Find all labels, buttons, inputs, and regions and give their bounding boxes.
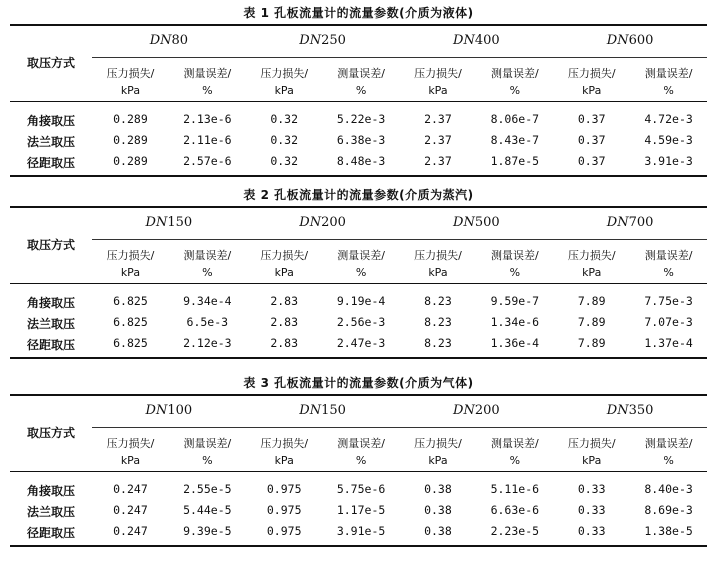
- sub-header-unit: kPa: [274, 266, 294, 279]
- table-cell: 7.07e-3: [644, 315, 693, 329]
- table-cell: 7.89: [577, 336, 606, 350]
- dn-prefix: DN: [606, 33, 629, 48]
- sub-header-title: 测量误差/: [644, 249, 693, 262]
- table-cell: 3.91e-3: [644, 154, 693, 168]
- sub-header-unit: %: [355, 454, 367, 467]
- dn-value: 200: [474, 403, 500, 418]
- data-table: [10, 374, 707, 554]
- dn-value: 80: [171, 33, 189, 48]
- sub-header-unit: %: [663, 266, 674, 279]
- table-cell: 0.975: [266, 482, 302, 496]
- sub-header-title: 测量误差/: [183, 67, 232, 80]
- table-cell: 0.38: [424, 503, 452, 517]
- top-rule: [10, 24, 707, 26]
- table-cell: 2.13e-6: [183, 112, 232, 126]
- table-cell: 0.33: [577, 524, 606, 538]
- table-cell: 8.43e-7: [490, 133, 540, 147]
- sub-header-title: 测量误差/: [490, 437, 539, 450]
- dn-prefix: DN: [145, 215, 168, 230]
- table-cell: 1.36e-4: [490, 336, 540, 350]
- table-cell: 6.5e-3: [186, 315, 229, 329]
- diameter-header: [246, 215, 400, 230]
- dn-value: 150: [321, 403, 346, 418]
- row-method-label: 法兰取压: [26, 317, 75, 331]
- row-method-label: 角接取压: [26, 296, 75, 310]
- table-cell: 1.37e-4: [644, 336, 693, 350]
- sub-header-title: 压力损失/: [106, 67, 155, 80]
- table-cell: 6.825: [113, 336, 148, 350]
- table-cell: 1.34e-6: [490, 315, 540, 329]
- diameter-header: [553, 33, 707, 48]
- table-cell: 0.32: [270, 133, 299, 147]
- sub-header-title: 压力损失/: [414, 437, 462, 450]
- measurement-error-header: [323, 435, 400, 469]
- pressure-loss-header: [400, 65, 477, 99]
- bottom-rule: [10, 545, 707, 547]
- measurement-error-header: [630, 435, 707, 469]
- table-cell: 9.34e-4: [183, 294, 232, 308]
- diameter-header: [92, 403, 246, 418]
- header-rule: [10, 101, 707, 102]
- table-cell: 0.975: [266, 503, 302, 517]
- bottom-rule: [10, 175, 707, 177]
- table-cell: 0.247: [113, 503, 148, 517]
- table-cell: 2.83: [270, 336, 299, 350]
- data-table: [10, 186, 707, 366]
- column-group-rule: [92, 57, 707, 58]
- sub-header-title: 压力损失/: [106, 437, 155, 450]
- sub-header-unit: kPa: [120, 266, 141, 279]
- sub-header-title: 压力损失/: [567, 249, 616, 262]
- table-cell: 8.40e-3: [644, 482, 693, 496]
- diameter-header: [553, 403, 707, 418]
- pressure-loss-header: [553, 435, 630, 469]
- table-cell: 0.289: [113, 154, 148, 168]
- pressure-loss-header: [400, 435, 477, 469]
- row-method-label: 法兰取压: [26, 505, 75, 519]
- dn-prefix: DN: [299, 33, 322, 48]
- dn-prefix: DN: [299, 403, 322, 418]
- table-cell: 7.89: [577, 315, 606, 329]
- measurement-error-header: [630, 247, 707, 281]
- pressure-loss-header: [246, 247, 323, 281]
- sub-header-title: 压力损失/: [106, 249, 155, 262]
- dn-value: 500: [474, 215, 500, 230]
- sub-header-title: 测量误差/: [337, 249, 385, 262]
- method-column-header: 取压方式: [26, 426, 75, 440]
- table-cell: 4.59e-3: [644, 133, 693, 147]
- diameter-header: [400, 403, 554, 418]
- sub-header-unit: %: [663, 84, 674, 97]
- row-method-label: 径距取压: [26, 156, 75, 170]
- table-cell: 8.69e-3: [644, 503, 693, 517]
- row-method-label: 径距取压: [26, 526, 75, 540]
- sub-header-title: 压力损失/: [567, 437, 616, 450]
- dn-prefix: DN: [299, 215, 322, 230]
- table-cell: 6.825: [113, 315, 148, 329]
- table-cell: 8.23: [424, 315, 452, 329]
- measurement-error-header: [476, 65, 553, 99]
- method-column-header: 取压方式: [26, 238, 75, 252]
- table-cell: 2.56e-3: [336, 315, 386, 329]
- table-cell: 7.75e-3: [644, 294, 693, 308]
- pressure-loss-header: [92, 65, 169, 99]
- table-cell: 2.55e-5: [183, 482, 232, 496]
- dn-value: 700: [628, 215, 654, 230]
- table-cell: 8.23: [424, 336, 452, 350]
- table-cell: 2.37: [424, 154, 452, 168]
- measurement-error-header: [476, 247, 553, 281]
- table-cell: 2.83: [270, 315, 299, 329]
- row-method-label: 角接取压: [26, 114, 75, 128]
- sub-header-title: 压力损失/: [260, 249, 309, 262]
- table-cell: 5.75e-6: [336, 482, 386, 496]
- measurement-error-header: [476, 435, 553, 469]
- table-cell: 2.23e-5: [490, 524, 540, 538]
- table-cell: 9.19e-4: [336, 294, 386, 308]
- sub-header-unit: kPa: [428, 266, 448, 279]
- table-cell: 2.11e-6: [183, 133, 232, 147]
- dn-prefix: DN: [145, 403, 168, 418]
- table-cell: 0.289: [113, 112, 148, 126]
- sub-header-title: 压力损失/: [414, 249, 462, 262]
- sub-header-unit: kPa: [428, 454, 448, 467]
- table-cell: 0.37: [577, 154, 606, 168]
- dn-value: 250: [321, 33, 346, 48]
- sub-header-title: 测量误差/: [183, 249, 232, 262]
- table-cell: 0.33: [577, 503, 606, 517]
- sub-header-unit: kPa: [120, 454, 141, 467]
- sub-header-title: 测量误差/: [337, 437, 385, 450]
- table-caption: 表 1 孔板流量计的流量参数(介质为液体): [243, 6, 474, 20]
- row-method-label: 法兰取压: [26, 135, 75, 149]
- sub-header-unit: kPa: [582, 84, 602, 97]
- sub-header-title: 压力损失/: [260, 67, 309, 80]
- table-cell: 0.37: [577, 112, 606, 126]
- dn-prefix: DN: [606, 215, 629, 230]
- sub-header-unit: %: [663, 454, 674, 467]
- table-cell: 8.48e-3: [336, 154, 386, 168]
- diameter-header: [400, 33, 554, 48]
- table-cell: 6.38e-3: [336, 133, 386, 147]
- table-cell: 0.38: [424, 482, 452, 496]
- table-cell: 0.975: [266, 524, 302, 538]
- sub-header-title: 测量误差/: [183, 437, 232, 450]
- sub-header-unit: kPa: [120, 84, 141, 97]
- header-rule: [10, 471, 707, 472]
- sub-header-unit: %: [509, 454, 521, 467]
- pressure-loss-header: [92, 435, 169, 469]
- measurement-error-header: [169, 65, 246, 99]
- table-cell: 2.12e-3: [183, 336, 232, 350]
- dn-value: 200: [321, 215, 346, 230]
- dn-prefix: DN: [453, 215, 475, 230]
- row-method-label: 角接取压: [26, 484, 75, 498]
- top-rule: [10, 206, 707, 208]
- table-cell: 0.247: [113, 482, 148, 496]
- pressure-loss-header: [92, 247, 169, 281]
- table-cell: 3.91e-5: [336, 524, 386, 538]
- table-cell: 5.11e-6: [490, 482, 540, 496]
- table-cell: 5.44e-5: [183, 503, 232, 517]
- table-cell: 0.33: [577, 482, 606, 496]
- data-table: [10, 4, 707, 184]
- table-cell: 0.32: [270, 112, 299, 126]
- diameter-header: [400, 215, 554, 230]
- sub-header-unit: %: [355, 84, 367, 97]
- sub-header-unit: %: [202, 84, 213, 97]
- table-caption: 表 2 孔板流量计的流量参数(介质为蒸汽): [243, 188, 474, 202]
- table-cell: 2.37: [424, 112, 452, 126]
- measurement-error-header: [169, 247, 246, 281]
- dn-prefix: DN: [606, 403, 629, 418]
- table-cell: 2.83: [270, 294, 299, 308]
- table-cell: 7.89: [577, 294, 606, 308]
- dn-value: 600: [628, 33, 654, 48]
- table-cell: 0.38: [424, 524, 452, 538]
- measurement-error-header: [323, 247, 400, 281]
- sub-header-unit: kPa: [582, 266, 602, 279]
- diameter-header: [92, 215, 246, 230]
- method-column-header: 取压方式: [26, 56, 75, 70]
- sub-header-unit: kPa: [274, 454, 294, 467]
- column-group-rule: [92, 427, 707, 428]
- sub-header-title: 测量误差/: [644, 67, 693, 80]
- table-cell: 5.22e-3: [336, 112, 386, 126]
- table-cell: 6.63e-6: [490, 503, 540, 517]
- dn-value: 350: [628, 403, 654, 418]
- bottom-rule: [10, 357, 707, 359]
- table-cell: 2.47e-3: [336, 336, 386, 350]
- table-cell: 8.23: [424, 294, 452, 308]
- measurement-error-header: [323, 65, 400, 99]
- row-method-label: 径距取压: [26, 338, 75, 352]
- sub-header-unit: kPa: [428, 84, 448, 97]
- sub-header-unit: %: [202, 454, 213, 467]
- dn-value: 150: [167, 215, 193, 230]
- column-group-rule: [92, 239, 707, 240]
- dn-value: 100: [167, 403, 193, 418]
- table-cell: 0.37: [577, 133, 606, 147]
- sub-header-title: 压力损失/: [414, 67, 462, 80]
- header-rule: [10, 283, 707, 284]
- sub-header-title: 测量误差/: [644, 437, 693, 450]
- table-cell: 9.39e-5: [183, 524, 232, 538]
- table-cell: 0.289: [113, 133, 148, 147]
- table-cell: 1.38e-5: [644, 524, 693, 538]
- sub-header-title: 测量误差/: [490, 249, 539, 262]
- table-cell: 0.247: [113, 524, 148, 538]
- table-cell: 9.59e-7: [490, 294, 540, 308]
- table-cell: 4.72e-3: [644, 112, 693, 126]
- pressure-loss-header: [400, 247, 477, 281]
- sub-header-unit: %: [509, 266, 521, 279]
- table-cell: 1.87e-5: [490, 154, 540, 168]
- pressure-loss-header: [553, 247, 630, 281]
- diameter-header: [246, 33, 400, 48]
- sub-header-title: 压力损失/: [260, 437, 309, 450]
- sub-header-title: 测量误差/: [337, 67, 385, 80]
- measurement-error-header: [630, 65, 707, 99]
- table-caption: 表 3 孔板流量计的流量参数(介质为气体): [243, 376, 474, 390]
- table-cell: 1.17e-5: [336, 503, 386, 517]
- sub-header-title: 测量误差/: [490, 67, 539, 80]
- diameter-header: [92, 33, 246, 48]
- table-cell: 2.57e-6: [183, 154, 232, 168]
- pressure-loss-header: [246, 435, 323, 469]
- dn-value: 400: [474, 33, 500, 48]
- sub-header-unit: %: [202, 266, 213, 279]
- table-cell: 0.32: [270, 154, 299, 168]
- pressure-loss-header: [553, 65, 630, 99]
- table-cell: 8.06e-7: [490, 112, 540, 126]
- measurement-error-header: [169, 435, 246, 469]
- dn-prefix: DN: [453, 403, 475, 418]
- sub-header-unit: kPa: [274, 84, 294, 97]
- dn-prefix: DN: [453, 33, 475, 48]
- table-cell: 6.825: [113, 294, 148, 308]
- sub-header-unit: %: [355, 266, 367, 279]
- table-cell: 2.37: [424, 133, 452, 147]
- diameter-header: [246, 403, 400, 418]
- sub-header-unit: %: [509, 84, 521, 97]
- diameter-header: [553, 215, 707, 230]
- sub-header-unit: kPa: [582, 454, 602, 467]
- sub-header-title: 压力损失/: [567, 67, 616, 80]
- dn-prefix: DN: [149, 33, 172, 48]
- top-rule: [10, 394, 707, 396]
- pressure-loss-header: [246, 65, 323, 99]
